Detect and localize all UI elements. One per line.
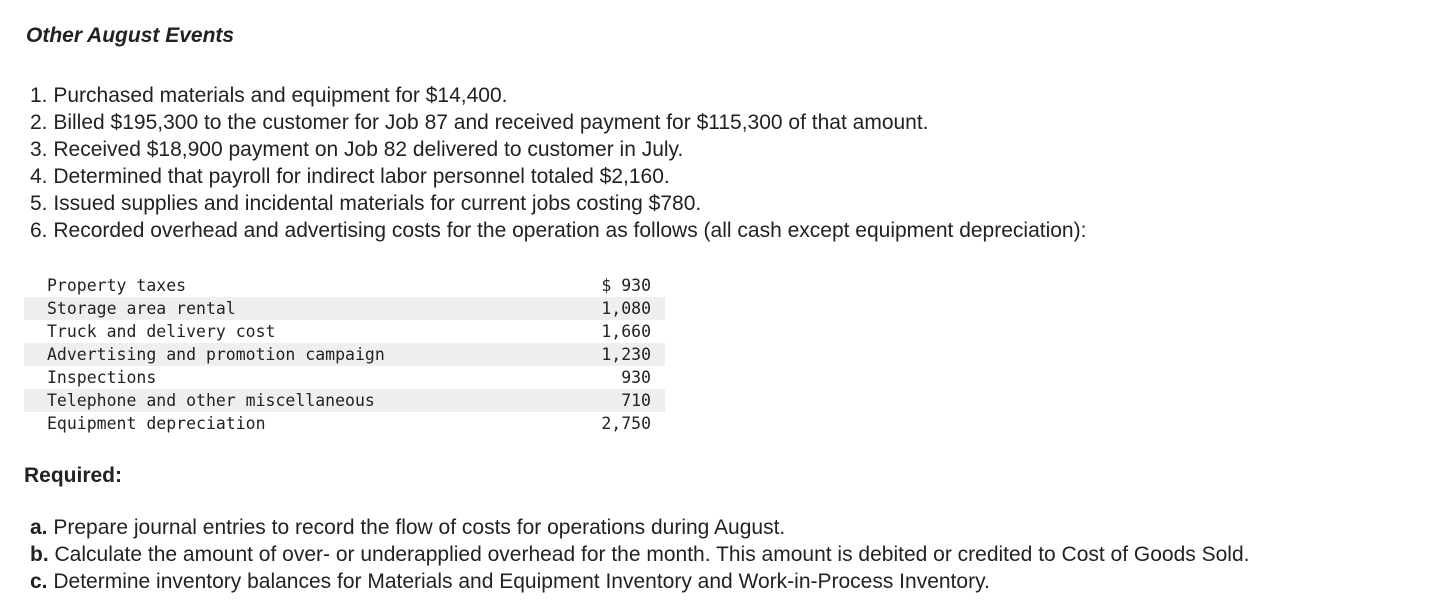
event-item: 6. Recorded overhead and advertising costs for the operation as follows (all cash except equipment depreciation): [30,219,1087,242]
cost-amount: $ 930 [601,276,651,295]
cost-label: Equipment depreciation [47,414,266,433]
table-row [24,274,665,297]
cost-amount: 1,230 [569,343,665,366]
cost-label: Property taxes [47,276,187,295]
page-title: Other August Events [26,24,235,47]
required-item [30,568,1249,595]
required-item [30,514,1249,541]
cost-amount: 2,750 [601,414,651,433]
table-row [24,343,665,366]
cost-amount: 1,080 [569,297,665,320]
cost-label: Inspections [47,368,157,387]
cost-label: Telephone and other miscellaneous [24,389,569,412]
cost-amount: 930 [621,368,651,387]
cost-amount: 1,660 [601,322,651,341]
event-item: 4. Determined that payroll for indirect labor personnel totaled $2,160. [30,165,670,188]
event-item: 5. Issued supplies and incidental materials for current jobs costing $780. [30,192,702,215]
required-item-letter: b. [30,543,49,566]
cost-label: Storage area rental [24,297,569,320]
required-list [30,514,1249,595]
required-item-letter: c. [30,570,48,593]
table-row [24,389,665,412]
cost-label: Truck and delivery cost [47,322,276,341]
table-row [24,320,665,343]
cost-amount: 710 [569,389,665,412]
table-row [24,412,665,435]
table-row [24,366,665,389]
required-heading: Required: [24,464,123,487]
event-item: 1. Purchased materials and equipment for $14,400. [30,84,508,107]
table-row [24,297,665,320]
cost-label: Advertising and promotion campaign [24,343,569,366]
overhead-costs-table [24,274,665,435]
events-list [30,82,1086,244]
event-item: 3. Received $18,900 payment on Job 82 delivered to customer in July. [30,138,684,161]
required-item [30,541,1249,568]
required-item-text: Prepare journal entries to record the flow of costs for operations during August. [47,516,786,539]
required-item-letter: a. [30,516,48,539]
required-item-text: Determine inventory balances for Materials and Equipment Inventory and Work-in-Process Inventory. [47,570,990,593]
required-item-text: Calculate the amount of over- or underapplied overhead for the month. This amount is debited or credited to Cost of Goods Sold. [48,543,1250,566]
event-item: 2. Billed $195,300 to the customer for Job 87 and received payment for $115,300 of that amount. [30,111,929,134]
